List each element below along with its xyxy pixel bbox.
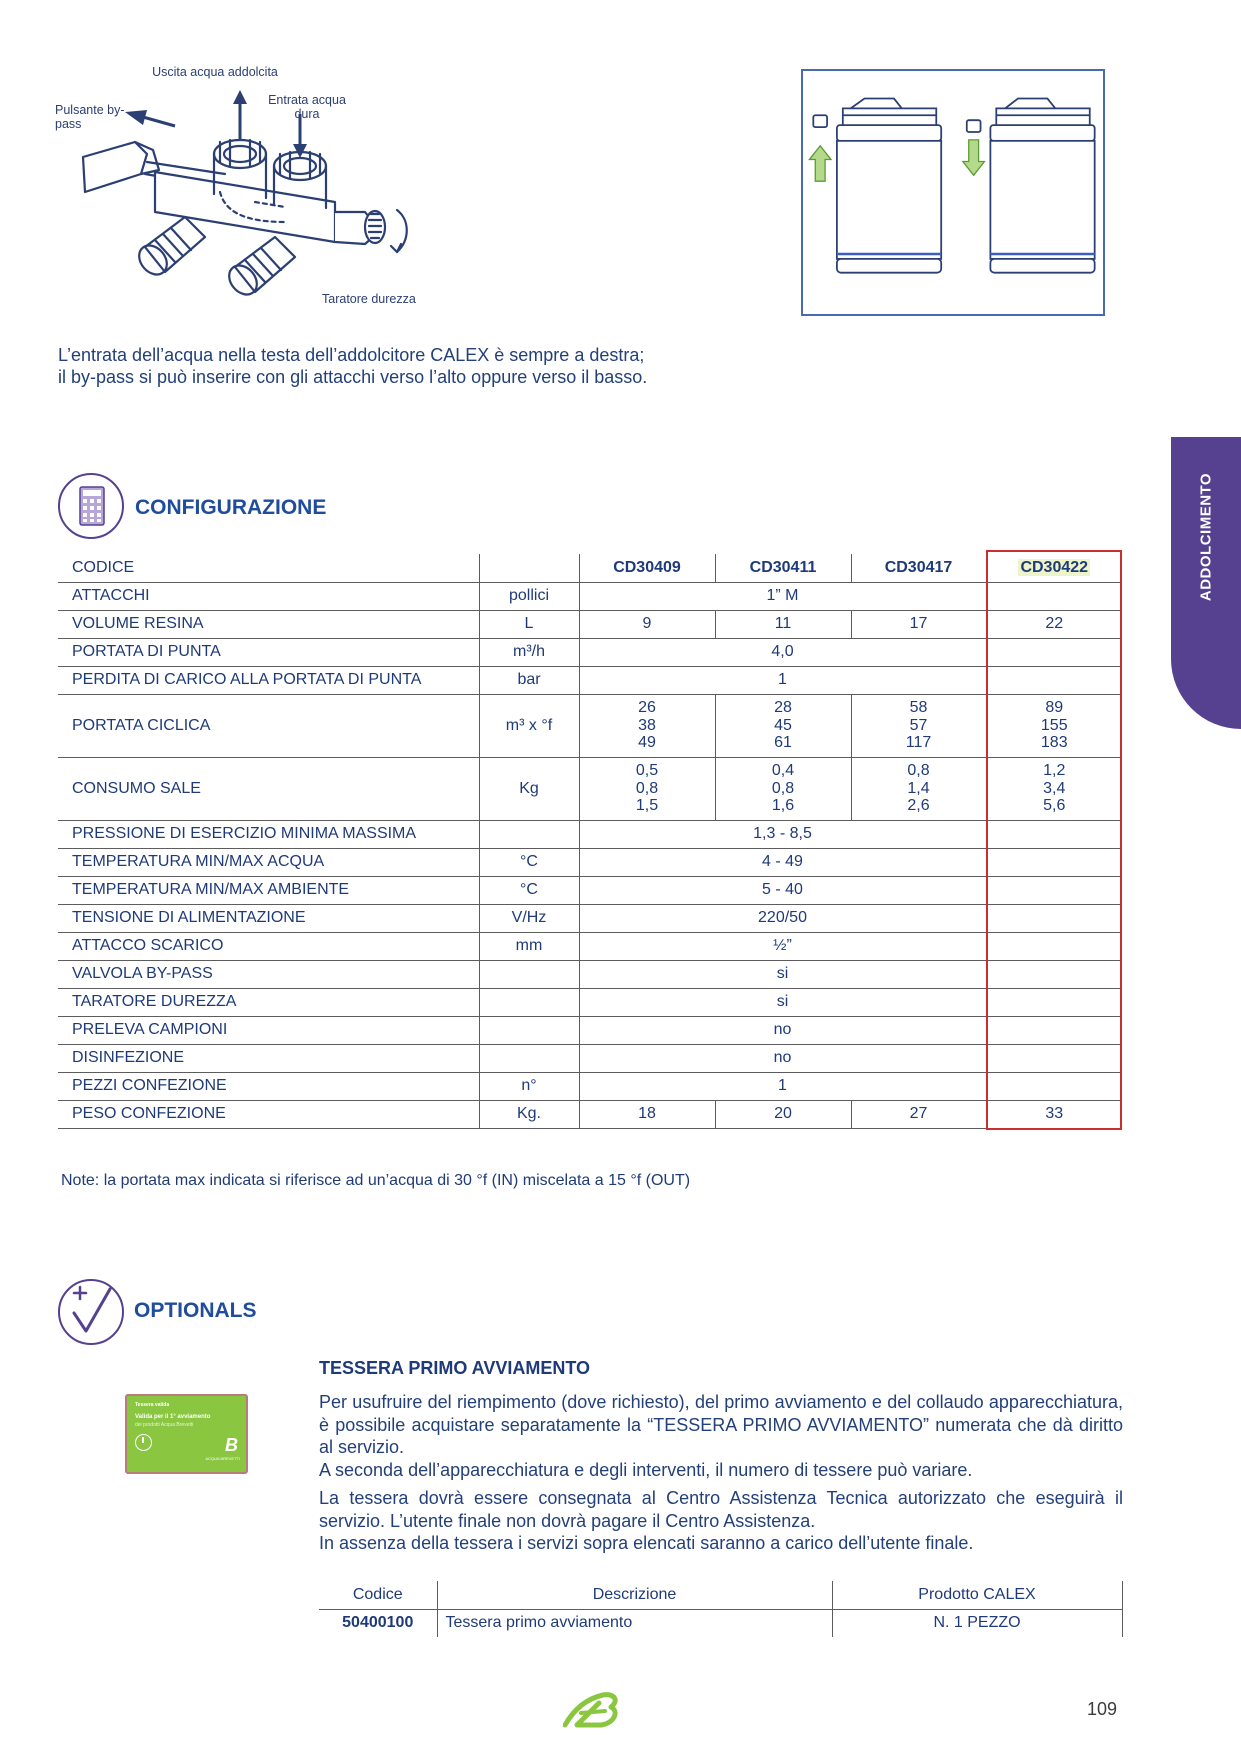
side-tab-label xyxy=(1171,437,1241,637)
stack-value: 38 xyxy=(638,716,656,734)
row-shared-value: no xyxy=(579,1016,986,1044)
header-prodotto: Prodotto CALEX xyxy=(832,1581,1122,1609)
card-brand: ACQUA BREVETTI xyxy=(205,1456,240,1461)
table-row xyxy=(58,610,1122,638)
tessera-card-image xyxy=(125,1394,248,1474)
bypass-valve-diagram xyxy=(55,62,455,312)
stack-value: 117 xyxy=(905,734,932,752)
row-value-stack xyxy=(579,694,715,757)
row-empty-cell xyxy=(986,1044,1122,1072)
row-empty-cell xyxy=(986,638,1122,666)
checkmark-plus-icon xyxy=(58,1279,124,1345)
row-empty-cell xyxy=(986,1016,1122,1044)
table-row xyxy=(58,988,1122,1016)
table-row xyxy=(58,932,1122,960)
stack-value: 0,8 xyxy=(771,779,795,797)
row-value: 27 xyxy=(851,1100,986,1128)
tessera-code-table xyxy=(319,1581,1123,1637)
table-header-row xyxy=(319,1581,1122,1609)
row-unit: L xyxy=(479,610,579,638)
optionals-title: OPTIONALS xyxy=(134,1299,257,1322)
row-label: ATTACCO SCARICO xyxy=(58,932,479,960)
row-label: PORTATA CICLICA xyxy=(58,694,479,757)
intro-line-1: L’entrata dell’acqua nella testa dell’addolcitore CALEX è sempre a destra; xyxy=(58,345,645,365)
tessera-heading: TESSERA PRIMO AVVIAMENTO xyxy=(319,1358,591,1378)
table-row xyxy=(58,638,1122,666)
table-row xyxy=(58,848,1122,876)
row-unit: n° xyxy=(479,1072,579,1100)
row-unit xyxy=(479,1044,579,1072)
stack-value: 183 xyxy=(1040,734,1068,752)
stack-value: 1,4 xyxy=(907,779,930,797)
stack-value: 5,6 xyxy=(1043,797,1066,815)
row-empty-cell xyxy=(986,932,1122,960)
table-row xyxy=(58,666,1122,694)
row-shared-value: 1,3 - 8,5 xyxy=(579,820,986,848)
stack-value: 58 xyxy=(909,699,928,717)
table-note xyxy=(61,1172,690,1190)
card-line-1: Tessera valida xyxy=(135,1402,170,1408)
table-row xyxy=(319,1609,1122,1637)
table-row xyxy=(58,757,1122,820)
tessera-description xyxy=(319,1391,1123,1561)
highlighted-code: CD30422 xyxy=(1020,558,1089,576)
row-empty-cell xyxy=(986,904,1122,932)
stack-value: 89 xyxy=(1045,699,1064,717)
row-label: PRELEVA CAMPIONI xyxy=(58,1016,479,1044)
tessera-para-4: In assenza della tessera i servizi sopra elencati saranno a carico dell’utente finale. xyxy=(319,1533,974,1553)
stack-value: 0,5 xyxy=(635,762,659,780)
header-codice-label: CODICE xyxy=(58,554,479,582)
row-label: PORTATA DI PUNTA xyxy=(58,638,479,666)
intro-paragraph xyxy=(58,344,818,388)
table-row xyxy=(58,1044,1122,1072)
stack-value: 3,4 xyxy=(1043,779,1066,797)
stack-value: 155 xyxy=(1040,716,1068,734)
stack-value: 61 xyxy=(774,734,792,752)
table-row xyxy=(58,876,1122,904)
brand-logo-icon: B xyxy=(225,1435,238,1455)
row-empty-cell xyxy=(986,666,1122,694)
table-row xyxy=(58,1072,1122,1100)
row-shared-value: 5 - 40 xyxy=(579,876,986,904)
row-value: 18 xyxy=(579,1100,715,1128)
row-label: TEMPERATURA MIN/MAX ACQUA xyxy=(58,848,479,876)
note-body: la portata max indicata si riferisce ad un’acqua di 30 °f (IN) miscelata a 15 °f (OUT) xyxy=(99,1172,691,1189)
row-unit xyxy=(479,960,579,988)
row-value: 20 xyxy=(715,1100,851,1128)
stack-value: 49 xyxy=(638,734,656,752)
header-code-3: CD30417 xyxy=(851,554,986,582)
row-unit: Kg. xyxy=(479,1100,579,1128)
row-value-stack xyxy=(986,694,1122,757)
calculator-icon xyxy=(58,473,124,539)
label-pulsante-bypass: Pulsante by-pass xyxy=(55,103,125,131)
stack-value: 2,6 xyxy=(907,797,930,815)
row-label: TARATORE DUREZZA xyxy=(58,988,479,1016)
row-value-stack xyxy=(715,694,851,757)
row-value-stack xyxy=(851,757,986,820)
intro-line-2: il by-pass si può inserire con gli attacchi verso l’alto oppure verso il basso. xyxy=(58,367,648,387)
row-empty-cell xyxy=(986,820,1122,848)
stack-value: 57 xyxy=(909,716,928,734)
row-shared-value: 1 xyxy=(579,666,986,694)
stack-value: 28 xyxy=(774,699,792,717)
row-shared-value: 220/50 xyxy=(579,904,986,932)
table-row xyxy=(58,582,1122,610)
row-shared-value: ½” xyxy=(579,932,986,960)
row-unit: V/Hz xyxy=(479,904,579,932)
checkmark-plus-icon-graphic xyxy=(60,1281,122,1343)
row-descrizione: Tessera primo avviamento xyxy=(437,1609,832,1637)
row-unit: °C xyxy=(479,848,579,876)
header-codice: Codice xyxy=(319,1581,437,1609)
row-value: 17 xyxy=(851,610,986,638)
page-number: 109 xyxy=(1087,1699,1118,1719)
label-taratore-durezza: Taratore durezza xyxy=(322,292,416,306)
row-label: PRESSIONE DI ESERCIZIO MINIMA MASSIMA xyxy=(58,820,479,848)
card-line-3: dei prodotti Acqua Brevetti xyxy=(135,1422,194,1428)
row-label: PEZZI CONFEZIONE xyxy=(58,1072,479,1100)
row-shared-value: 4,0 xyxy=(579,638,986,666)
configurazione-title: CONFIGURAZIONE xyxy=(135,496,327,519)
row-unit: mm xyxy=(479,932,579,960)
header-code-1: CD30409 xyxy=(579,554,715,582)
row-shared-value: 4 - 49 xyxy=(579,848,986,876)
row-empty-cell xyxy=(986,876,1122,904)
row-empty-cell xyxy=(986,1072,1122,1100)
row-shared-value: 1” M xyxy=(579,582,986,610)
tessera-para-2: A seconda dell’apparecchiatura e degli interventi, il numero di tessere può variare. xyxy=(319,1459,973,1480)
tessera-para-1: Per usufruire del riempimento (dove richiesto), del primo avviamento e del collaudo apparecchiatura, è possibile acquistare separatamente la “TESSERA PRIMO AVVIAMENTO” numerata che dà diritto al servizio. xyxy=(319,1392,1123,1457)
row-label: CONSUMO SALE xyxy=(58,757,479,820)
row-unit: m³/h xyxy=(479,638,579,666)
stack-value: 1,2 xyxy=(1043,762,1066,780)
row-unit: pollici xyxy=(479,582,579,610)
header-unit-cell xyxy=(479,554,579,582)
row-unit xyxy=(479,820,579,848)
table-row xyxy=(58,960,1122,988)
row-unit: m³ x °f xyxy=(479,694,579,757)
table-row xyxy=(58,1100,1122,1128)
softener-orientation-diagram xyxy=(801,69,1105,316)
header-code-4 xyxy=(986,554,1122,582)
row-label: ATTACCHI xyxy=(58,582,479,610)
card-line-2: Valida per il 1° avviamento xyxy=(135,1414,211,1420)
stack-value: 0,8 xyxy=(635,779,659,797)
stack-value: 0,8 xyxy=(907,762,930,780)
row-empty-cell xyxy=(986,848,1122,876)
row-empty-cell xyxy=(986,960,1122,988)
row-value: 11 xyxy=(715,610,851,638)
row-value-stack xyxy=(579,757,715,820)
row-empty-cell xyxy=(986,988,1122,1016)
row-prodotto: N. 1 PEZZO xyxy=(832,1609,1122,1637)
row-codice: 50400100 xyxy=(342,1614,414,1632)
row-value-stack xyxy=(715,757,851,820)
row-shared-value: si xyxy=(579,960,986,988)
label-uscita-acqua: Uscita acqua addolcita xyxy=(152,65,278,79)
configuration-table xyxy=(58,554,1122,1129)
header-descrizione: Descrizione xyxy=(437,1581,832,1609)
row-label: VALVOLA BY-PASS xyxy=(58,960,479,988)
row-value: 22 xyxy=(986,610,1122,638)
row-value: 33 xyxy=(986,1100,1122,1128)
stack-value: 1,6 xyxy=(771,797,795,815)
row-unit xyxy=(479,1016,579,1044)
table-row xyxy=(58,820,1122,848)
side-tab-text: ADDOLCIMENTO xyxy=(1197,472,1215,602)
stack-value: 0,4 xyxy=(771,762,795,780)
row-label: TENSIONE DI ALIMENTAZIONE xyxy=(58,904,479,932)
table-header-row xyxy=(58,554,1122,582)
row-value: 9 xyxy=(579,610,715,638)
label-entrata-acqua: Entrata acqua dura xyxy=(268,93,346,121)
note-prefix: Note: xyxy=(61,1172,100,1189)
row-unit: Kg xyxy=(479,757,579,820)
stack-value: 1,5 xyxy=(635,797,659,815)
table-row xyxy=(58,1016,1122,1044)
calculator-icon-graphic xyxy=(60,475,122,537)
row-unit xyxy=(479,988,579,1016)
row-value-stack xyxy=(986,757,1122,820)
row-label: VOLUME RESINA xyxy=(58,610,479,638)
header-code-2: CD30411 xyxy=(715,554,851,582)
stack-value: 45 xyxy=(774,716,792,734)
row-label: TEMPERATURA MIN/MAX AMBIENTE xyxy=(58,876,479,904)
table-row xyxy=(58,904,1122,932)
stack-value: 26 xyxy=(638,699,656,717)
row-label: PERDITA DI CARICO ALLA PORTATA DI PUNTA xyxy=(58,666,479,694)
row-shared-value: 1 xyxy=(579,1072,986,1100)
tessera-para-3: La tessera dovrà essere consegnata al Centro Assistenza Tecnica autorizzato che eseguirà il servizio. L’utente finale non dovrà pagare il Centro Assistenza. xyxy=(319,1488,1123,1531)
row-unit: bar xyxy=(479,666,579,694)
table-row xyxy=(58,694,1122,757)
footer-brand-logo-icon xyxy=(563,1691,619,1729)
power-icon xyxy=(135,1434,152,1451)
row-empty-cell xyxy=(986,582,1122,610)
row-label: DISINFEZIONE xyxy=(58,1044,479,1072)
row-label: PESO CONFEZIONE xyxy=(58,1100,479,1128)
row-shared-value: no xyxy=(579,1044,986,1072)
row-unit: °C xyxy=(479,876,579,904)
row-shared-value: si xyxy=(579,988,986,1016)
row-value-stack xyxy=(851,694,986,757)
